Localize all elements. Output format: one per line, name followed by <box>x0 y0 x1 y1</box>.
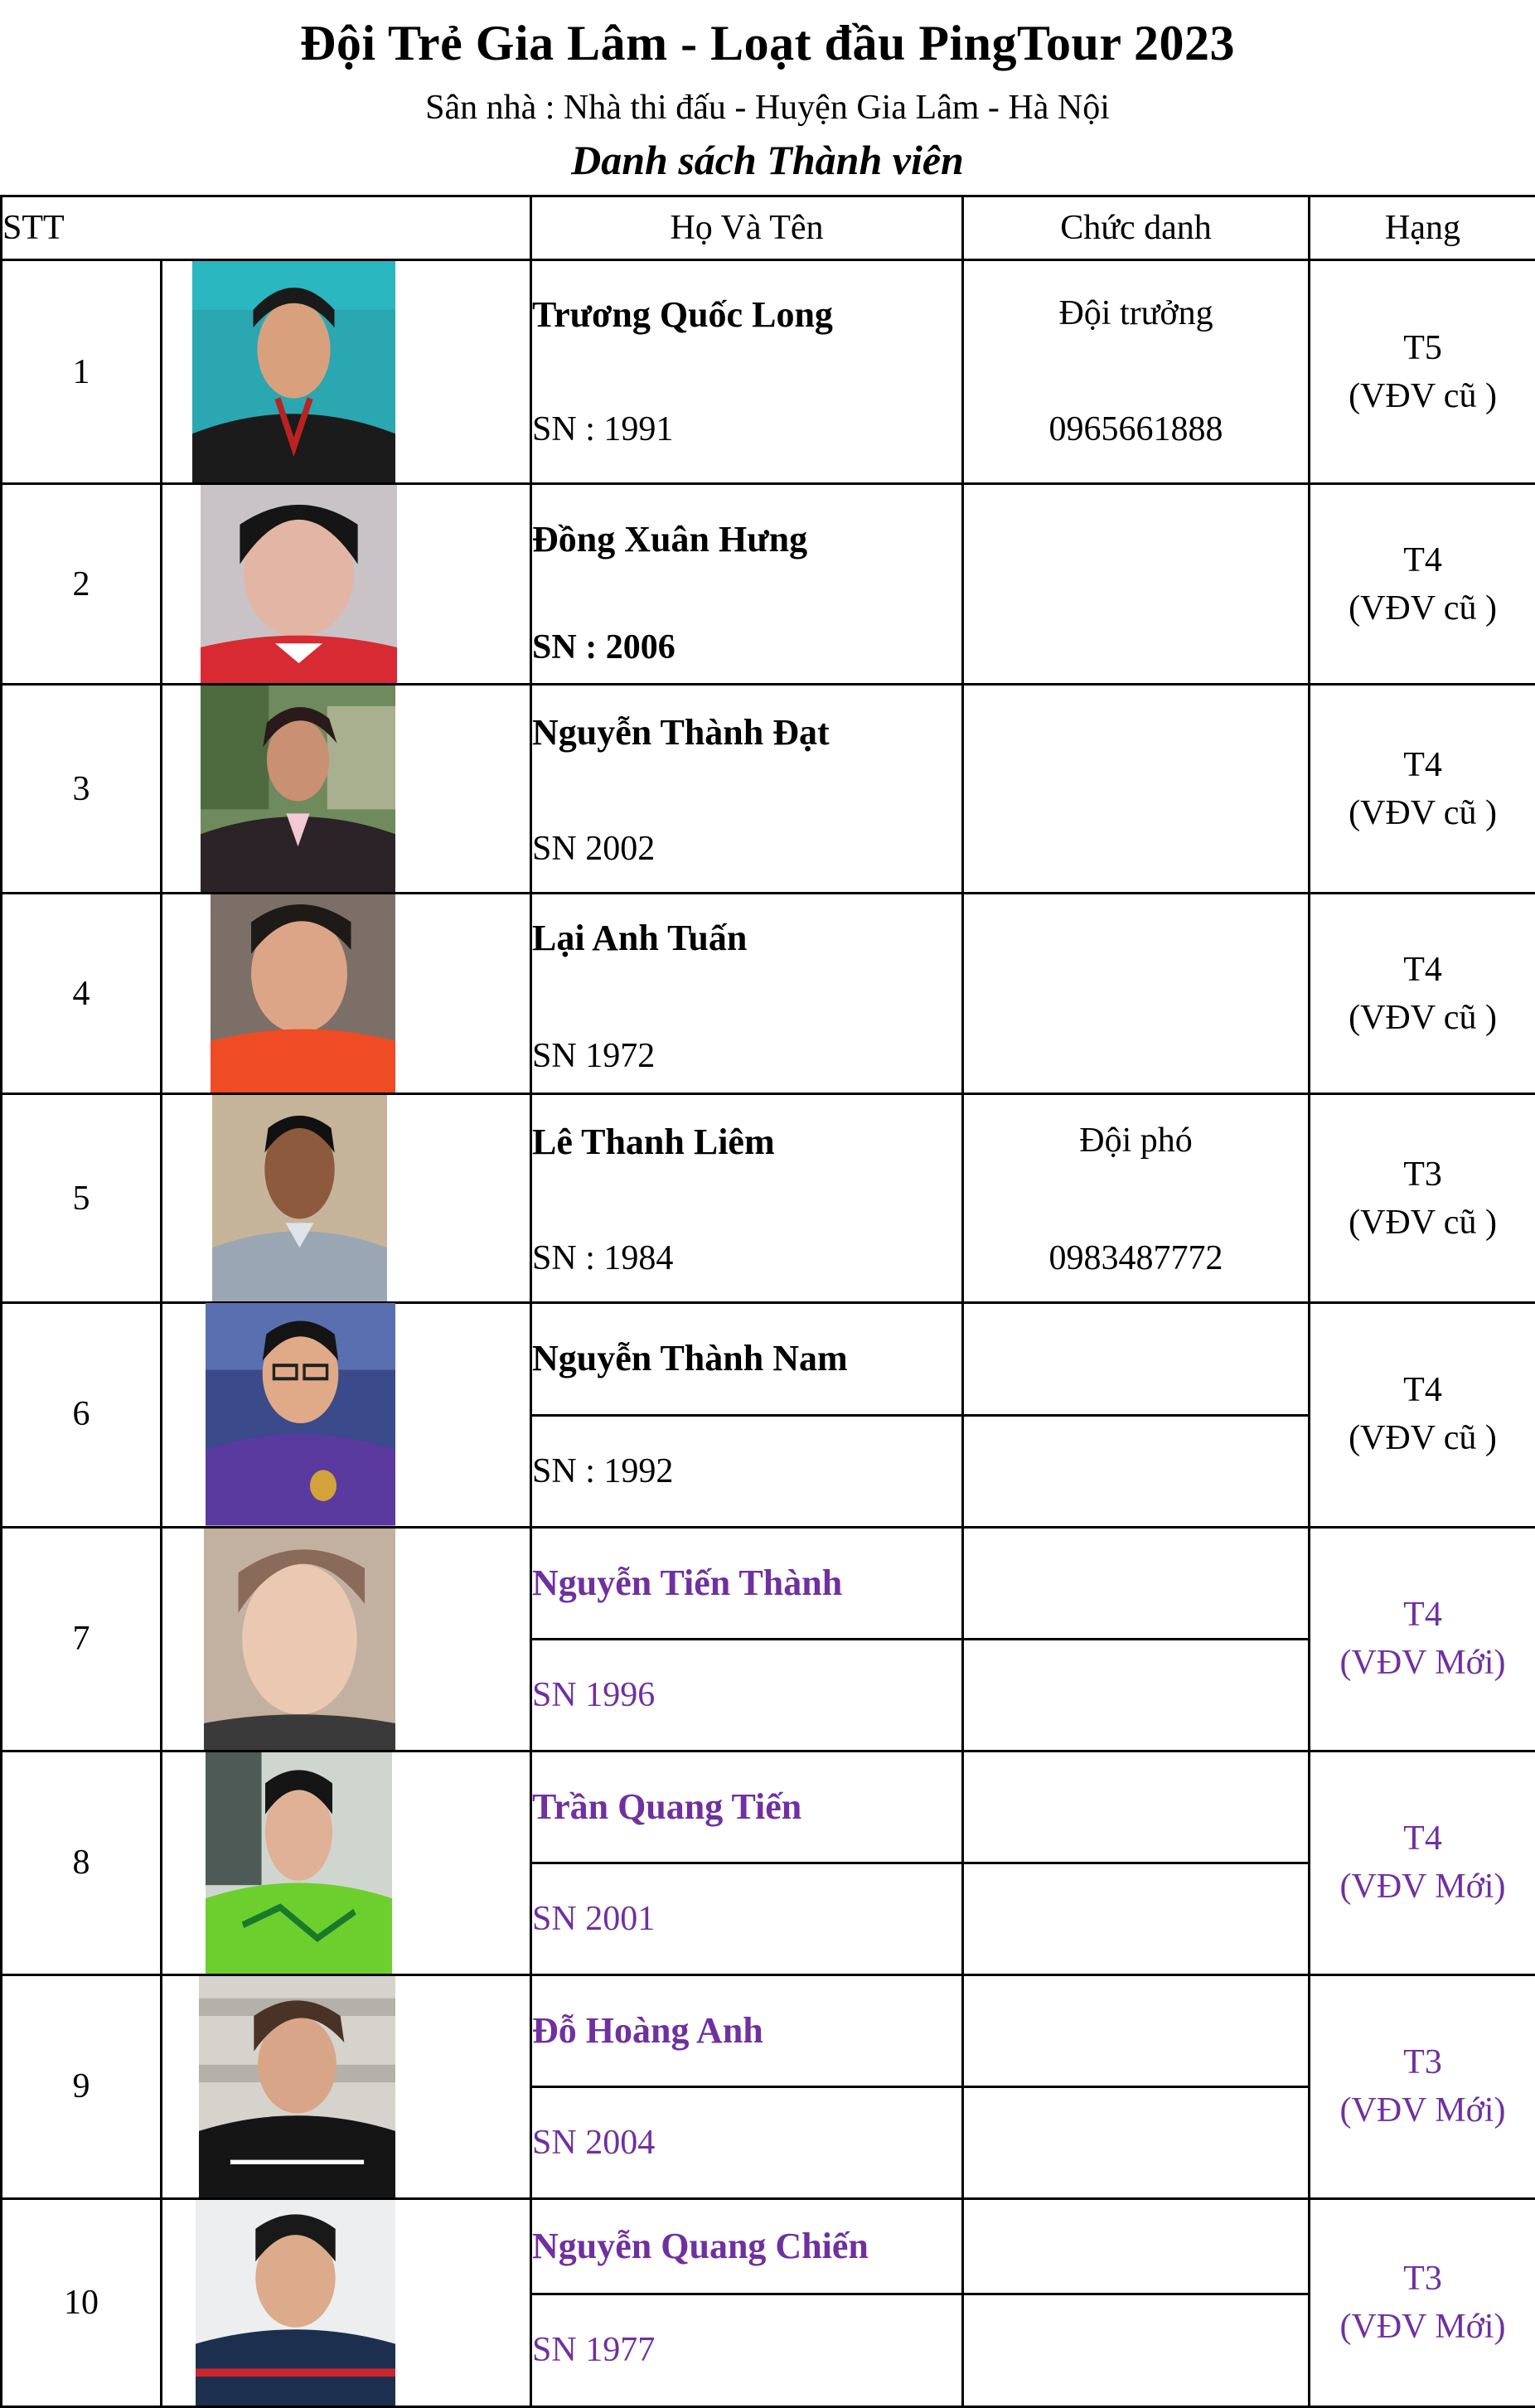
member-photo <box>196 2200 395 2406</box>
member-status: (VĐV cũ ) <box>1349 1203 1497 1242</box>
member-rank: T4 <box>1403 1371 1442 1410</box>
member-role-cell <box>963 1527 1310 1639</box>
member-status: (VĐV cũ ) <box>1349 998 1497 1037</box>
member-birth-year: SN : 1984 <box>532 1238 674 1277</box>
member-name-cell <box>531 1527 963 1639</box>
member-rank: T4 <box>1403 1819 1442 1858</box>
member-name: Trần Quang Tiến <box>532 1786 802 1827</box>
member-photo-cell <box>162 1974 531 2198</box>
row-number: 1 <box>2 260 162 484</box>
member-role: Đội trưởng <box>1058 293 1213 332</box>
table-row <box>2 1094 1535 1303</box>
member-photo-cell <box>162 1527 531 1751</box>
member-rank-cell <box>1310 894 1535 1094</box>
member-birth-year: SN 1972 <box>532 1036 656 1075</box>
member-phone-cell <box>963 1639 1310 1751</box>
column-header-name: Họ Và Tên <box>531 196 963 260</box>
member-role-cell <box>963 260 1310 484</box>
member-role-cell <box>963 894 1310 1094</box>
member-rank: T5 <box>1403 328 1442 367</box>
member-rank-cell <box>1310 2198 1535 2406</box>
member-birth-year: SN 1977 <box>532 2331 656 2369</box>
member-birth-year: SN : 2006 <box>532 627 675 666</box>
member-role-cell <box>963 484 1310 685</box>
row-number: 3 <box>2 685 162 894</box>
member-birth-cell <box>531 2086 963 2198</box>
member-status: (VĐV cũ ) <box>1349 376 1497 415</box>
member-photo-cell <box>162 484 531 685</box>
member-birth-year: SN 2002 <box>532 829 656 868</box>
member-role-cell <box>963 1094 1310 1303</box>
member-name-cell <box>531 260 963 484</box>
member-status: (VĐV cũ ) <box>1349 1419 1497 1458</box>
member-status: (VĐV Mới) <box>1339 2307 1506 2346</box>
member-photo <box>206 1303 395 1526</box>
member-name-cell <box>531 2198 963 2294</box>
row-number: 10 <box>2 2198 162 2406</box>
column-header-rank: Hạng <box>1310 196 1535 260</box>
member-phone-cell <box>963 1415 1310 1527</box>
member-role-cell <box>963 1751 1310 1863</box>
member-photo-cell <box>162 685 531 894</box>
member-rank-cell <box>1310 1974 1535 2198</box>
member-name: Đỗ Hoàng Anh <box>532 2010 763 2051</box>
column-header-role: Chức danh <box>963 196 1310 260</box>
member-birth-cell <box>531 1415 963 1527</box>
member-photo-cell <box>162 260 531 484</box>
table-row <box>2 2198 1535 2294</box>
member-rank: T4 <box>1403 540 1442 579</box>
member-photo <box>204 1529 395 1750</box>
member-name: Đồng Xuân Hưng <box>532 518 808 560</box>
member-rank-cell <box>1310 1303 1535 1527</box>
member-rank-cell <box>1310 260 1535 484</box>
venue-subtitle: Sân nhà : Nhà thi đấu - Huyện Gia Lâm - Hà Nội <box>425 89 1110 127</box>
member-photo-cell <box>162 894 531 1094</box>
member-name-cell <box>531 484 963 685</box>
member-name: Nguyễn Quang Chiến <box>532 2226 869 2266</box>
member-name: Nguyễn Thành Nam <box>532 1338 848 1379</box>
table-row <box>2 484 1535 685</box>
member-birth-cell <box>531 1863 963 1974</box>
member-photo-cell <box>162 1094 531 1303</box>
member-rank: T3 <box>1403 1155 1442 1194</box>
member-rank: T4 <box>1403 745 1442 784</box>
member-photo-cell <box>162 2198 531 2406</box>
member-rank-cell <box>1310 1527 1535 1751</box>
member-name: Nguyễn Tiến Thành <box>532 1563 843 1603</box>
member-status: (VĐV Mới) <box>1339 2091 1506 2129</box>
member-birth-year: SN 2004 <box>532 2123 656 2162</box>
member-phone-cell <box>963 2086 1310 2198</box>
member-birth-cell <box>531 1639 963 1751</box>
member-name-cell <box>531 1751 963 1863</box>
member-rank: T3 <box>1403 2259 1442 2298</box>
member-role-cell <box>963 1974 1310 2086</box>
row-number: 9 <box>2 1974 162 2198</box>
member-rank-cell <box>1310 484 1535 685</box>
member-photo <box>201 686 395 892</box>
member-photo <box>206 1752 392 1974</box>
member-role: Đội phó <box>1079 1121 1193 1160</box>
member-birth-year: SN : 1991 <box>532 409 674 448</box>
row-number: 8 <box>2 1751 162 1974</box>
member-rank: T3 <box>1403 2043 1442 2081</box>
member-status: (VĐV Mới) <box>1339 1644 1506 1682</box>
member-status: (VĐV Mới) <box>1339 1868 1506 1906</box>
row-number: 4 <box>2 894 162 1094</box>
member-photo <box>192 261 395 482</box>
member-birth-year: SN 1996 <box>532 1675 656 1714</box>
page-title: Đội Trẻ Gia Lâm - Loạt đầu PingTour 2023 <box>300 16 1235 70</box>
member-rank-cell <box>1310 685 1535 894</box>
row-number: 7 <box>2 1527 162 1751</box>
row-number: 5 <box>2 1094 162 1303</box>
table-header-row <box>2 196 1535 260</box>
member-name: Lại Anh Tuấn <box>532 917 748 958</box>
member-table-continued <box>0 1303 1535 2408</box>
member-birth-year: SN 2001 <box>532 1899 656 1938</box>
member-photo <box>211 894 395 1093</box>
member-phone-cell <box>963 1863 1310 1974</box>
member-status: (VĐV cũ ) <box>1349 589 1497 627</box>
member-photo <box>212 1095 387 1301</box>
member-name-cell <box>531 685 963 894</box>
member-photo-cell <box>162 1751 531 1974</box>
member-name-cell <box>531 1974 963 2086</box>
member-rank-cell <box>1310 1094 1535 1303</box>
member-photo <box>199 1976 395 2197</box>
member-name: Nguyễn Thành Đạt <box>532 711 830 753</box>
member-birth-cell <box>531 2294 963 2406</box>
member-rank-cell <box>1310 1751 1535 1974</box>
member-rank: T4 <box>1403 950 1442 989</box>
member-status: (VĐV cũ ) <box>1349 793 1497 832</box>
member-photo-cell <box>162 1303 531 1527</box>
member-name-cell <box>531 1094 963 1303</box>
list-heading: Danh sách Thành viên <box>571 137 964 183</box>
table-row <box>2 1751 1535 1863</box>
table-row <box>2 1527 1535 1639</box>
member-rank: T4 <box>1403 1596 1442 1634</box>
row-number: 6 <box>2 1303 162 1527</box>
table-row <box>2 1974 1535 2086</box>
member-photo <box>201 485 397 683</box>
member-phone: 0965661888 <box>1048 409 1223 448</box>
member-name-cell <box>531 1303 963 1415</box>
row-number: 2 <box>2 484 162 685</box>
member-role-cell <box>963 2198 1310 2294</box>
table-row <box>2 260 1535 484</box>
table-row <box>2 894 1535 1094</box>
table-row <box>2 685 1535 894</box>
column-header-stt: STT <box>2 196 531 260</box>
table-row <box>2 1303 1535 1415</box>
member-name: Trương Quốc Long <box>532 293 833 335</box>
member-role-cell <box>963 1303 1310 1415</box>
member-name-cell <box>531 894 963 1094</box>
member-phone-cell <box>963 2294 1310 2406</box>
member-phone: 0983487772 <box>1048 1238 1223 1277</box>
member-birth-year: SN : 1992 <box>532 1451 674 1490</box>
member-table <box>0 195 1535 1304</box>
member-name: Lê Thanh Liêm <box>532 1121 775 1162</box>
member-role-cell <box>963 685 1310 894</box>
